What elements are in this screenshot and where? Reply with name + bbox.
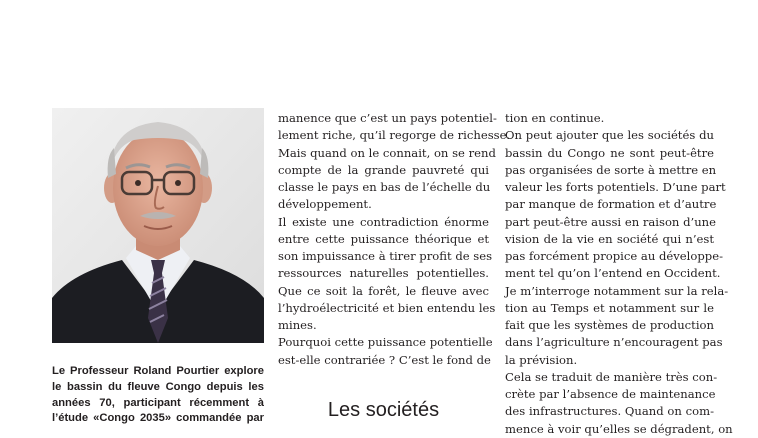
article-column-right xyxy=(505,110,733,438)
text-line: valeur les forts potentiels. D’une part xyxy=(505,180,726,194)
text-line: Il existe une contradiction énorme xyxy=(278,214,489,229)
text-line: Mais quand on le connait, on se rend xyxy=(278,145,496,160)
text-line: vision de la vie en société qui n’est xyxy=(505,231,714,246)
text-line: est-elle contrariée ? C’est le fond de xyxy=(278,352,491,367)
section-subheading: Les sociétés xyxy=(327,399,440,421)
text-line: part peut-être aussi en raison d’une xyxy=(505,214,716,229)
text-line: lement riche, qu’il regorge de richesse. xyxy=(278,128,511,143)
portrait-photo xyxy=(52,108,264,343)
text-line: par manque de formation et d’autre xyxy=(505,197,717,212)
text-line: entre cette puissance théorique et xyxy=(278,231,489,246)
text-line: manence que c’est un pays potentiel- xyxy=(278,111,497,125)
text-line: des infrastructures. Quand on com- xyxy=(505,404,714,419)
photo-caption xyxy=(52,364,264,427)
text-line: Que ce soit la forêt, le fleuve avec xyxy=(278,283,489,298)
text-line: pas forcément propice au développe- xyxy=(505,249,723,263)
text-line: fait que les systèmes de production xyxy=(505,318,714,332)
text-line: son impuissance à tirer profit de ses xyxy=(278,249,493,263)
text-line: Je m’interroge notamment sur la rela- xyxy=(505,283,729,298)
text-line: pas organisées de sorte à mettre en xyxy=(505,162,717,177)
text-line: tion en continue. xyxy=(505,111,605,125)
text-line: l’hydroélectricité et bien entendu les xyxy=(278,300,496,315)
portrait-illustration xyxy=(52,108,264,343)
caption-line: Le Professeur Roland Pourtier explore xyxy=(52,365,264,377)
text-line: ressources naturelles potentielles. xyxy=(278,266,489,281)
caption-line: le bassin du fleuve Congo depuis les xyxy=(52,380,264,393)
text-line: Cela se traduit de manière très con- xyxy=(505,369,718,384)
text-line: crète par l’absence de maintenance xyxy=(505,387,716,401)
text-line: développement. xyxy=(278,197,372,212)
text-line: On peut ajouter que les sociétés du xyxy=(505,128,714,143)
text-line: mines. xyxy=(278,318,317,332)
text-line: tion au Temps et notamment sur le xyxy=(505,300,714,315)
text-line: la prévision. xyxy=(505,352,578,367)
caption-line: l’étude «Congo 2035» commandée par xyxy=(52,412,264,425)
text-line: ment tel qu’on l’entend en Occident. xyxy=(505,266,721,281)
text-line: classe le pays en bas de l’échelle du xyxy=(278,180,491,194)
text-line: bassin du Congo ne sont peut-être xyxy=(505,145,714,160)
text-line: Pourquoi cette puissance potentielle xyxy=(278,335,493,350)
article-column-middle xyxy=(278,110,511,369)
text-line: compte de la grande pauvreté qui xyxy=(278,162,489,177)
text-line: mence à voir qu’elles se dégradent, on xyxy=(505,421,733,436)
caption-line: années 70, participant récemment à xyxy=(52,396,264,409)
text-line: dans l’agriculture n’encouragent pas xyxy=(505,335,723,350)
